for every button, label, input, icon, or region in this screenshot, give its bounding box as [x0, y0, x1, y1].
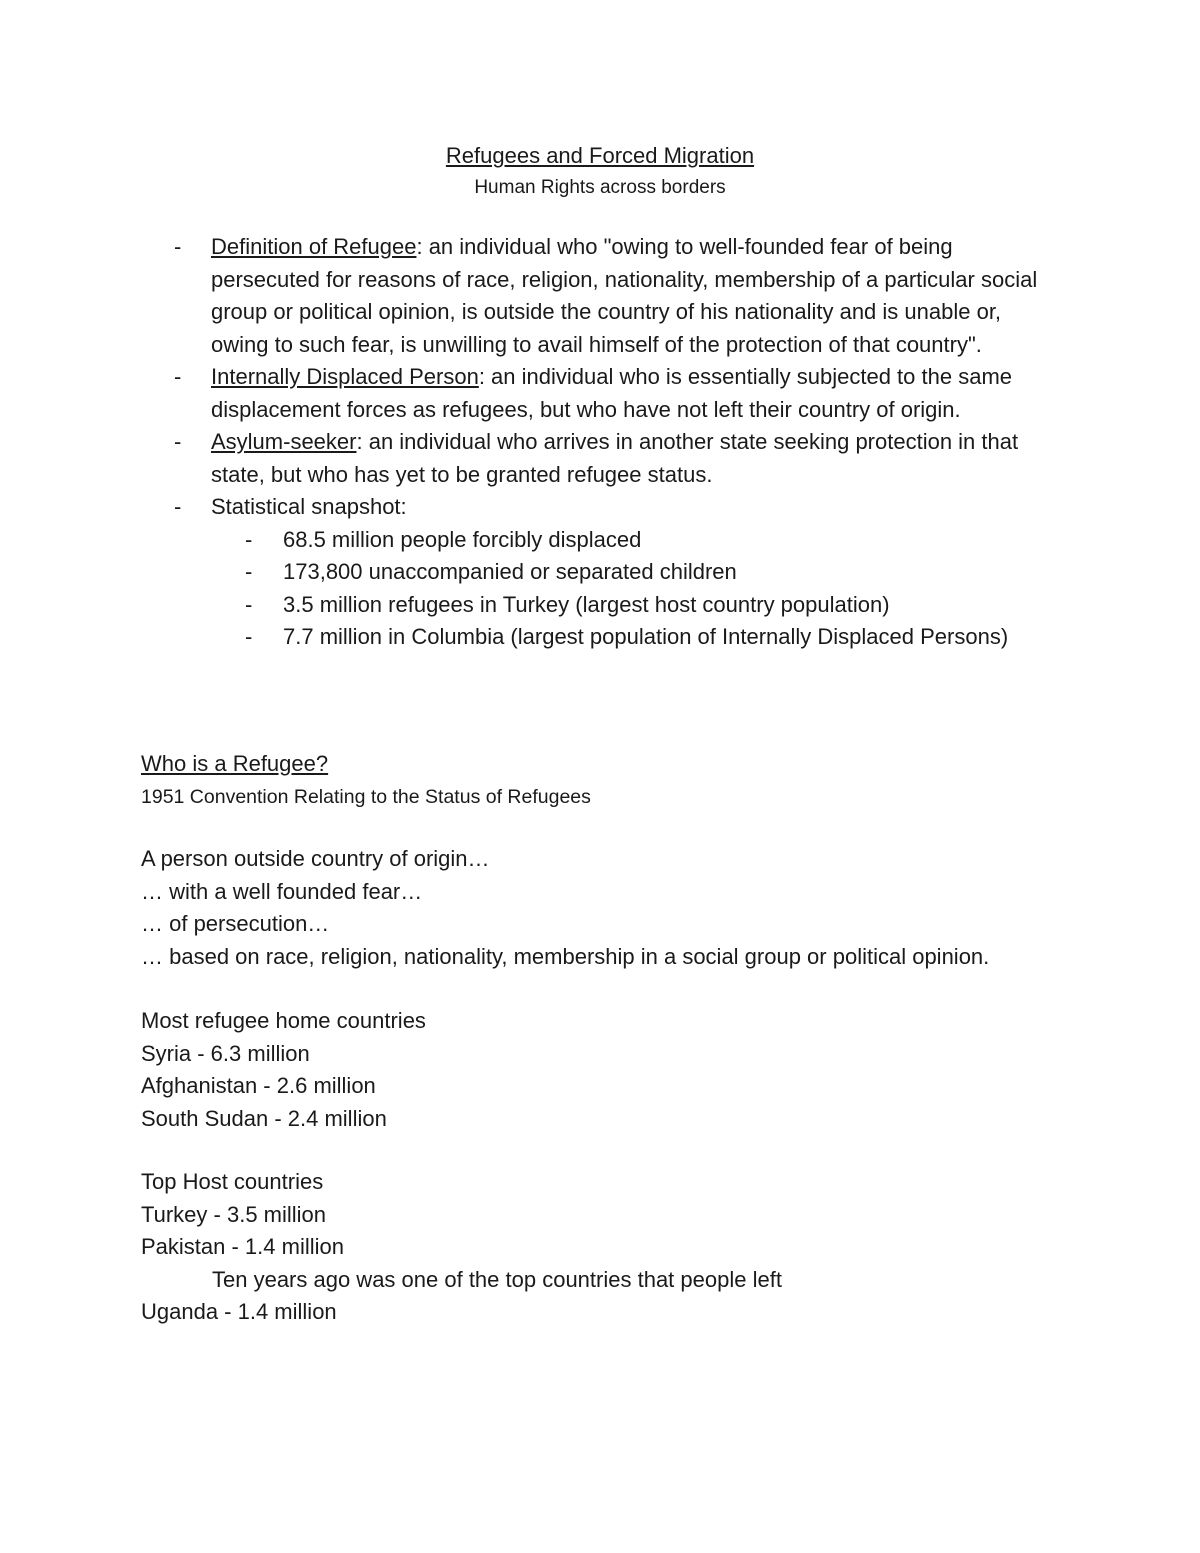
definitions-list	[0, 231, 1200, 654]
criteria-line: A person outside country of origin…	[141, 846, 490, 871]
definition-term: Asylum-seeker	[211, 429, 357, 454]
snapshot-stat: 3.5 million refugees in Turkey (largest host country population)	[283, 591, 890, 617]
list-dash: -	[174, 494, 182, 519]
who-section	[141, 748, 1101, 813]
definition-term: Internally Displaced Person	[211, 364, 479, 389]
snapshot-label: Statistical snapshot:	[211, 494, 407, 519]
who-heading: Who is a Refugee?	[141, 751, 329, 776]
document-subtitle: Human Rights across borders	[474, 177, 726, 198]
host-heading: Top Host countries	[141, 1169, 324, 1194]
sub-list-item	[0, 589, 1083, 622]
list-item	[0, 426, 1061, 491]
document-title: Refugees and Forced Migration	[445, 143, 755, 168]
list-item	[0, 231, 1061, 361]
snapshot-stat: 68.5 million people forcibly displaced	[283, 526, 642, 552]
home-heading: Most refugee home countries	[141, 1008, 426, 1033]
snapshot-stat: 173,800 unaccompanied or separated children	[283, 559, 737, 584]
host-countries-section	[141, 1166, 1101, 1329]
home-countries-section	[141, 1005, 1101, 1135]
sub-list-item	[0, 621, 1083, 654]
list-dash: -	[245, 526, 253, 552]
criteria-section	[141, 843, 1101, 973]
home-country: Syria - 6.3 million	[141, 1040, 310, 1066]
list-item	[0, 491, 1061, 524]
sub-list-item	[0, 556, 1083, 589]
sub-list-item	[0, 524, 1083, 557]
definition-text: : an individual who arrives in another state seeking protection in that state, but who has yet to be granted refugee status.	[211, 429, 1019, 487]
list-dash: -	[174, 364, 182, 389]
home-country: Afghanistan - 2.6 million	[141, 1073, 376, 1098]
list-dash: -	[245, 591, 253, 617]
snapshot-stat: 7.7 million in Columbia (largest population of Internally Displaced Persons)	[283, 624, 1009, 649]
host-country: Pakistan - 1.4 million	[141, 1234, 344, 1259]
definition-text: : an individual who is essentially subjected to the same displacement forces as refugees, but who have not left their country of origin.	[211, 364, 1013, 422]
convention-line: 1951 Convention Relating to the Status of Refugees	[141, 785, 591, 808]
list-dash: -	[174, 429, 182, 454]
criteria-line: … of persecution…	[141, 911, 330, 936]
host-country: Turkey - 3.5 million	[141, 1201, 327, 1227]
criteria-line: … based on race, religion, nationality, membership in a social group or political opinion.	[141, 943, 990, 969]
definition-text: : an individual who "owing to well-founded fear of being persecuted for reasons of race, religion, nationality, membership of a particular social group or political opinion, is outside the country of his nationality and is unable or, owing to such fear, is unwilling to avail himself of the protection of that country".	[211, 234, 1038, 357]
definition-term: Definition of Refugee	[211, 234, 417, 259]
list-dash: -	[245, 559, 253, 584]
list-dash: -	[174, 234, 182, 259]
pakistan-note: Ten years ago was one of the top countries that people left	[212, 1266, 782, 1292]
list-dash: -	[245, 624, 253, 649]
home-country: South Sudan - 2.4 million	[141, 1105, 387, 1131]
host-country: Uganda - 1.4 million	[141, 1299, 337, 1324]
list-item	[0, 361, 1061, 426]
criteria-line: … with a well founded fear…	[141, 878, 423, 904]
